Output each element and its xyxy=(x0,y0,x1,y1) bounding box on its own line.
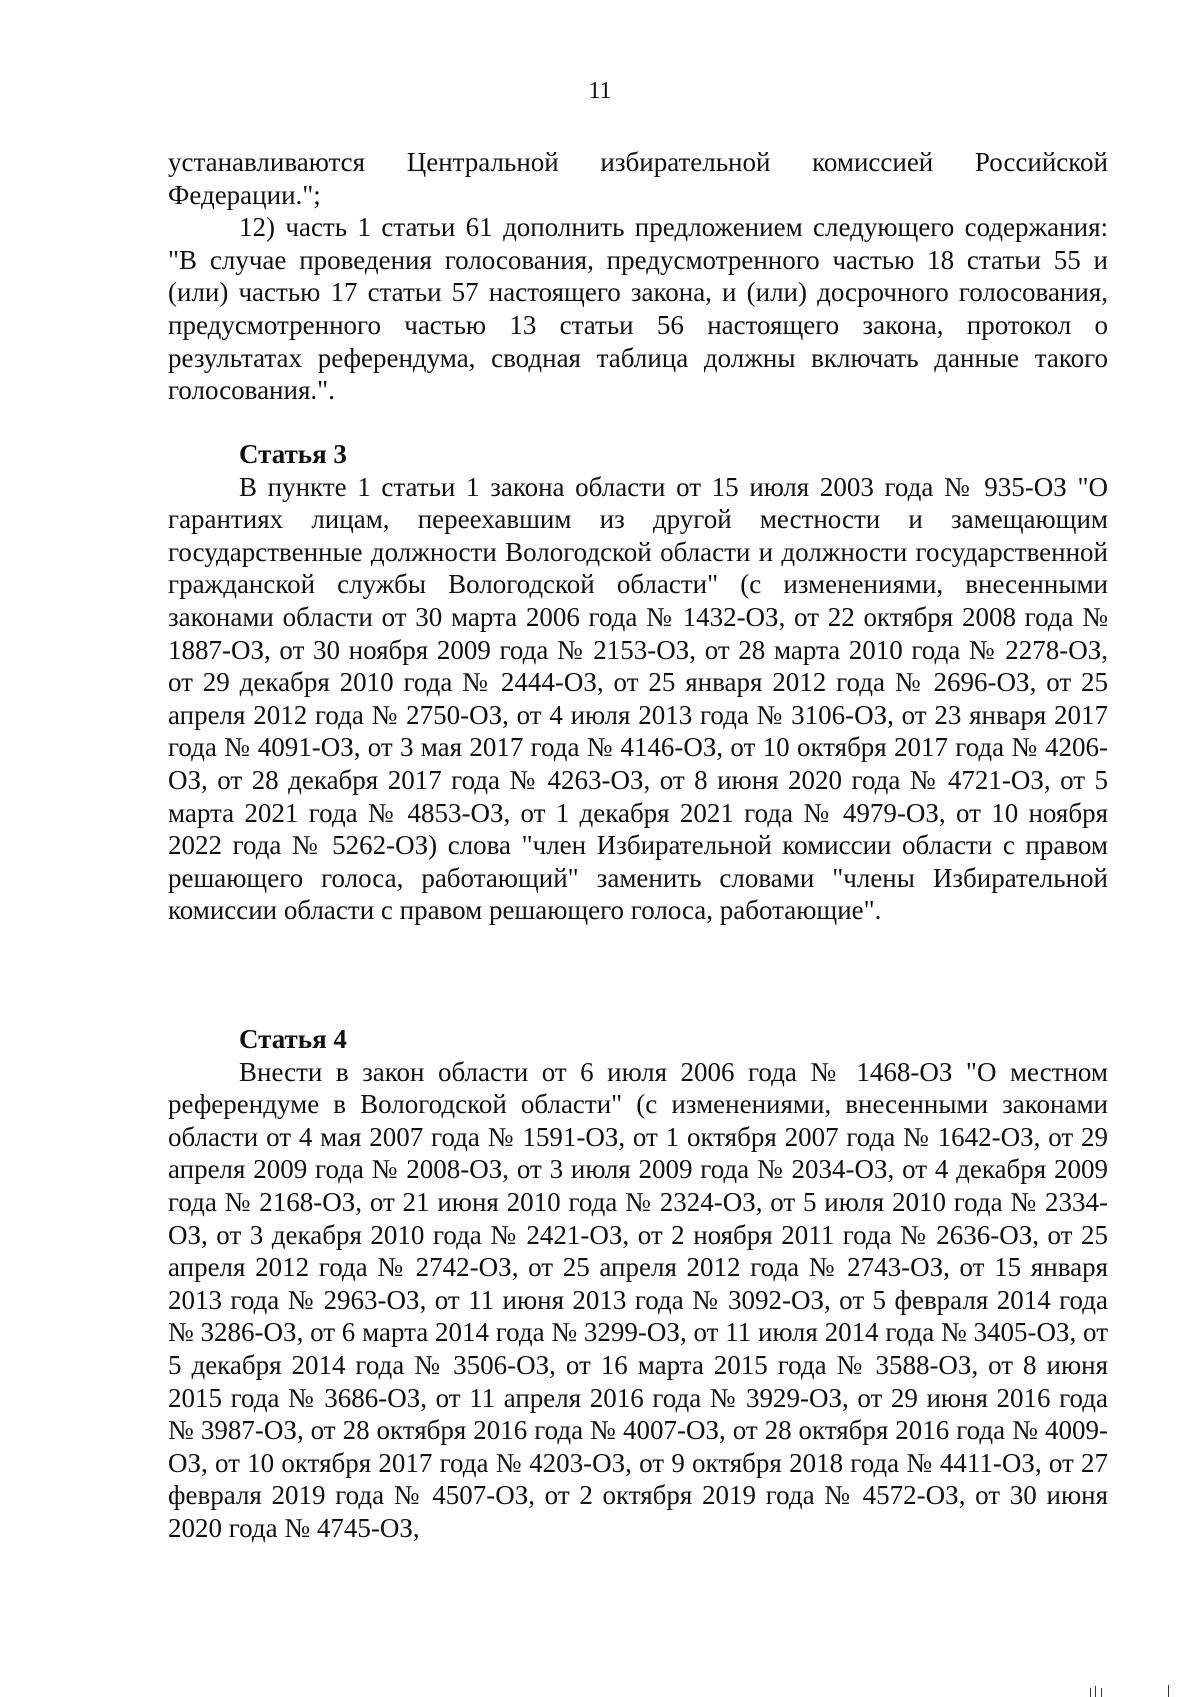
article-3-title: Статья 3 xyxy=(239,439,347,469)
scan-mark xyxy=(1101,1688,1102,1697)
page-number: 11 xyxy=(588,78,612,104)
continuation-paragraph: устанавливаются Центральной избирательной комиссией Российской Федерации."; xyxy=(168,147,1108,210)
article-4-section xyxy=(168,1023,1108,1545)
scan-mark xyxy=(1095,1686,1096,1697)
article-4-title: Статья 4 xyxy=(239,1024,347,1054)
article-3-text: В пункте 1 статьи 1 закона области от 15 июля 2003 года № 935-ОЗ "О гарантиях лицам, переехавшим из другой местности и замещающим государственные должности Вологодской области и должности государственной гражданской службы Вологодской области" (с изменениями, внесенными законами области от 30 марта 2006 года № 1432-ОЗ, от 22 октября 2008 года № 1887-ОЗ, от 30 ноября 2009 года № 2153-ОЗ, от 28 марта 2010 года № 2278-ОЗ, от 29 декабря 2010 года № 2444-ОЗ, от 25 января 2012 года № 2696-ОЗ, от 25 апреля 2012 года № 2750-ОЗ, от 4 июля 2013 года № 3106-ОЗ, от 23 января 2017 года № 4091-ОЗ, от 3 мая 2017 года № 4146-ОЗ, от 10 октября 2017 года № 4206-ОЗ, от 28 декабря 2017 года № 4263-ОЗ, от 8 июня 2020 года № 4721-ОЗ, от 5 марта 2021 года № 4853-ОЗ, от 1 декабря 2021 года № 4979-ОЗ, от 10 ноября 2022 года № 5262-ОЗ) слова "член Избирательной комиссии области с правом решающего голоса, работающий" заменить словами "члены Избирательной комиссии области с правом решающего голоса, работающие". xyxy=(168,471,1108,926)
scan-mark xyxy=(1090,1688,1091,1697)
continuation-section xyxy=(168,146,1108,407)
scan-edge-marks xyxy=(1090,1680,1180,1697)
scan-mark xyxy=(1168,1685,1169,1697)
article-4-text: Внести в закон области от 6 июля 2006 года № 1468-ОЗ "О местном референдуме в Вологодской области" (с изменениями, внесенными законами области от 4 мая 2007 года № 1591-ОЗ, от 1 октября 2007 года № 1642-ОЗ, от 29 апреля 2009 года № 2008-ОЗ, от 3 июля 2009 года № 2034-ОЗ, от 4 декабря 2009 года № 2168-ОЗ, от 21 июня 2010 года № 2324-ОЗ, от 5 июля 2010 года № 2334-ОЗ, от 3 декабря 2010 года № 2421-ОЗ, от 2 ноября 2011 года № 2636-ОЗ, от 25 апреля 2012 года № 2742-ОЗ, от 25 апреля 2012 года № 2743-ОЗ, от 15 января 2013 года № 2963-ОЗ, от 11 июня 2013 года № 3092-ОЗ, от 5 февраля 2014 года № 3286-ОЗ, от 6 марта 2014 года № 3299-ОЗ, от 11 июля 2014 года № 3405-ОЗ, от 5 декабря 2014 года № 3506-ОЗ, от 16 марта 2015 года № 3588-ОЗ, от 8 июня 2015 года № 3686-ОЗ, от 11 апреля 2016 года № 3929-ОЗ, от 29 июня 2016 года № 3987-ОЗ, от 28 октября 2016 года № 4007-ОЗ, от 28 октября 2016 года № 4009-ОЗ, от 10 октября 2017 года № 4203-ОЗ, от 9 октября 2018 года № 4411-ОЗ, от 27 февраля 2019 года № 4507-ОЗ, от 2 октября 2019 года № 4572-ОЗ, от 30 июня 2020 года № 4745-ОЗ, xyxy=(168,1056,1108,1543)
article-3-section xyxy=(168,438,1108,927)
item-12-paragraph: 12) часть 1 статьи 61 дополнить предложением следующего содержания: "В случае проведения голосования, предусмотренного частью 18 статьи 55 и (или) частью 17 статьи 57 настоящего закона, и (или) досрочного голосования, предусмотренного частью 13 статьи 56 настоящего закона, протокол о результатах референдума, сводная таблица должны включать данные такого голосования.". xyxy=(168,212,1108,406)
